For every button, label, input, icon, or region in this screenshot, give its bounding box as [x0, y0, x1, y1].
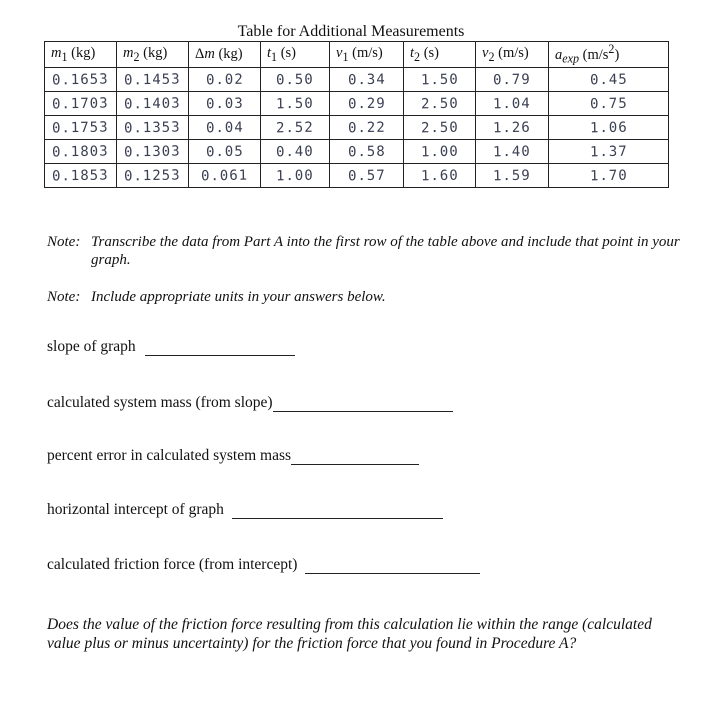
table-cell[interactable]: 0.1453	[117, 68, 189, 92]
table-cell[interactable]: 1.40	[476, 140, 549, 164]
table-cell[interactable]: 1.70	[549, 164, 669, 188]
header-v1: $v_1$ (m/s)	[330, 42, 404, 68]
table-row	[45, 116, 669, 140]
header-t1: $t_1$ (s)	[261, 42, 330, 68]
table-cell[interactable]: 1.26	[476, 116, 549, 140]
table-cell[interactable]: 0.1803	[45, 140, 117, 164]
table-row	[45, 164, 669, 188]
header-v2: $v_2$ (m/s)	[476, 42, 549, 68]
table-cell[interactable]: 0.40	[261, 140, 330, 164]
table-cell[interactable]: 0.75	[549, 92, 669, 116]
measurements-table	[44, 41, 669, 188]
table-cell[interactable]: 0.05	[189, 140, 261, 164]
table-cell[interactable]: 2.52	[261, 116, 330, 140]
table-cell[interactable]: 0.50	[261, 68, 330, 92]
question-friction-force-label: calculated friction force (from intercept)	[47, 556, 298, 573]
table-cell[interactable]: 0.1253	[117, 164, 189, 188]
table-row	[45, 68, 669, 92]
note-units: Note: Include appropriate units in your answers below.	[47, 289, 386, 305]
question-slope-label: slope of graph	[47, 338, 136, 355]
header-t2: $t_2$ (s)	[404, 42, 476, 68]
table-cell[interactable]: 0.061	[189, 164, 261, 188]
table-cell[interactable]: 1.50	[404, 68, 476, 92]
header-m2: $m_2$ (kg)	[117, 42, 189, 68]
table-cell[interactable]: 0.02	[189, 68, 261, 92]
table-cell[interactable]: 1.37	[549, 140, 669, 164]
table-cell[interactable]: 1.00	[261, 164, 330, 188]
table-row	[45, 140, 669, 164]
table-cell[interactable]: 0.1653	[45, 68, 117, 92]
table-cell[interactable]: 1.59	[476, 164, 549, 188]
header-a-exp: $a_{exp}$ $(m/s^2)$	[549, 42, 669, 68]
table-cell[interactable]: 0.1353	[117, 116, 189, 140]
table-cell[interactable]: 2.50	[404, 92, 476, 116]
answer-system-mass-line[interactable]	[273, 411, 453, 412]
table-cell[interactable]: 0.1403	[117, 92, 189, 116]
answer-intercept-line[interactable]	[232, 518, 443, 519]
table-cell[interactable]: 1.60	[404, 164, 476, 188]
answer-percent-error-line[interactable]	[291, 464, 419, 465]
table-cell[interactable]: 0.1703	[45, 92, 117, 116]
table-cell[interactable]: 0.1753	[45, 116, 117, 140]
table-cell[interactable]: 0.03	[189, 92, 261, 116]
table-cell[interactable]: 0.04	[189, 116, 261, 140]
table-cell[interactable]: 1.50	[261, 92, 330, 116]
note-transcribe: Note: Transcribe the data from Part A into the first row of the table above and include that point in your graph.	[47, 234, 680, 268]
answer-slope-line[interactable]	[145, 355, 295, 356]
table-title: Table for Additional Measurements	[237, 23, 465, 40]
header-delta-m: Δm (kg)	[189, 42, 261, 68]
table-cell[interactable]: 2.50	[404, 116, 476, 140]
question-system-mass-label: calculated system mass (from slope)	[47, 394, 273, 411]
table-cell[interactable]: 0.1853	[45, 164, 117, 188]
table-cell[interactable]: 1.06	[549, 116, 669, 140]
table-cell[interactable]: 0.45	[549, 68, 669, 92]
table-cell[interactable]: 1.04	[476, 92, 549, 116]
table-cell[interactable]: 0.58	[330, 140, 404, 164]
question-percent-error-label: percent error in calculated system mass	[47, 447, 292, 464]
table-cell[interactable]: 0.57	[330, 164, 404, 188]
table-cell[interactable]: 0.79	[476, 68, 549, 92]
question-intercept-label: horizontal intercept of graph	[47, 501, 224, 518]
table-cell[interactable]: 0.22	[330, 116, 404, 140]
final-question: Does the value of the friction force resulting from this calculation lie within the range (calculated value plus or minus uncertainty) for the friction force that you found in Procedure A?	[47, 616, 652, 652]
table-cell[interactable]: 0.34	[330, 68, 404, 92]
table-header-row	[45, 42, 669, 68]
header-m1: $m_1$ (kg)	[45, 42, 117, 68]
table-cell[interactable]: 0.1303	[117, 140, 189, 164]
answer-friction-force-line[interactable]	[305, 573, 480, 574]
table-row	[45, 92, 669, 116]
table-cell[interactable]: 0.29	[330, 92, 404, 116]
table-cell[interactable]: 1.00	[404, 140, 476, 164]
